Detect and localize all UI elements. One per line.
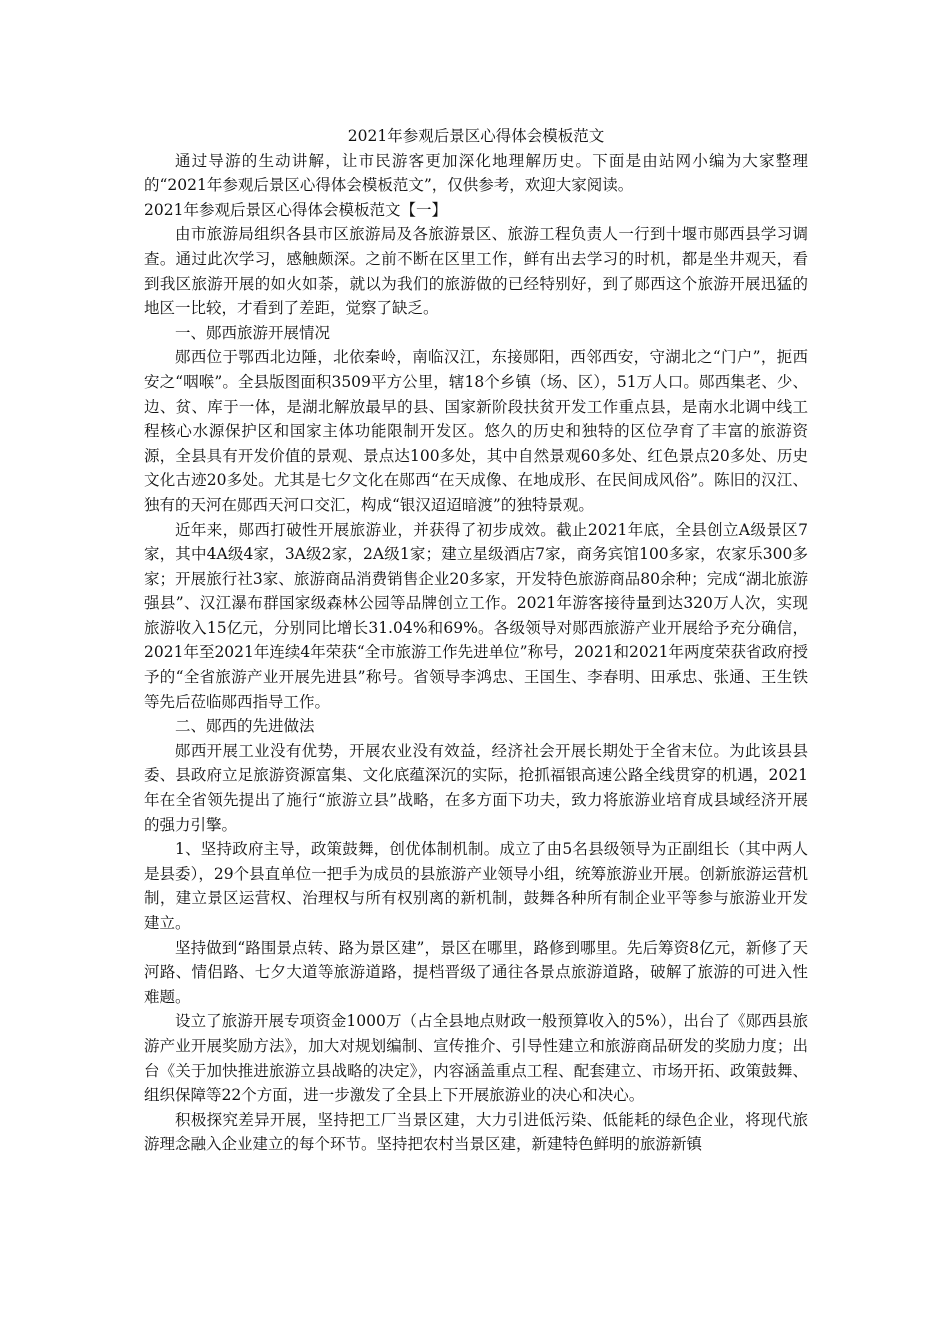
document-page — [144, 124, 808, 1157]
document-paragraph: 1、坚持政府主导，政策鼓舞，创优体制机制。成立了由5名县级领导为正副组长（其中两人是县委），29个县直单位一把手为成员的县旅游产业领导小组，统筹旅游业开展。创新旅游运营机制，建立景区运营权、治理权与所有权别离的新机制，鼓舞各种所有制企业平等参与旅游业开发建立。 — [144, 840, 808, 932]
document-paragraph: 一、郧西旅游开展情况 — [175, 323, 331, 342]
document-paragraph: 郧西开展工业没有优势，开展农业没有效益，经济社会开展长期处于全省末位。为此该县县委、县政府立足旅游资源富集、文化底蕴深沉的实际，抢抓福银高速公路全线贯穿的机遇，2021年在全省领先提出了施行“旅游立县”战略，在多方面下功夫，致力将旅游业培育成县域经济开展的强力引擎。 — [144, 741, 808, 834]
document-paragraph: 坚持做到“路围景点转、路为景区建”，景区在哪里，路修到哪里。先后筹资8亿元，新修了天河路、情侣路、七夕大道等旅游道路，提档晋级了通往各景点旅游道路，破解了旅游的可进入性难题。 — [144, 938, 808, 1006]
document-paragraph: 由市旅游局组织各县市区旅游局及各旅游景区、旅游工程负责人一行到十堰市郧西县学习调查。通过此次学习，感触颇深。之前不断在区里工作，鲜有出去学习的时机，都是坐井观天，看到我区旅游开展的如火如荼，就以为我们的旅游做的已经特别好，到了郧西这个旅游开展迅猛的地区一比较，才看到了差距，觉察了缺乏。 — [144, 225, 808, 318]
document-paragraph: 郧西位于鄂西北边陲，北依秦岭，南临汉江，东接郧阳，西邻西安，守湖北之“门户”，扼西安之“咽喉”。全县版图面积3509平方公里，辖18个乡镇（场、区），51万人口。郧西集老、少、边、贫、库于一体，是湖北解放最早的县、国家新阶段扶贫开发工作重点县，是南水北调中线工程核心水源保护区和国家主体功能限制开发区。悠久的历史和独特的区位孕育了丰富的旅游资源，全县具有开发价值的景观、景点达100多处，其中自然景观60多处、红色景点20多处、历史文化古迹20多处。尤其是七夕文化在郧西“在天成像、在地成形、在民间成风俗”。陈旧的汉江、独有的天河在郧西天河口交汇，构成“银汉迢迢暗渡”的独特景观。 — [144, 348, 808, 514]
document-paragraph: 设立了旅游开展专项资金1000万（占全县地点财政一般预算收入的5%），出台了《郧西县旅游产业开展奖励方法》，加大对规划编制、宣传推介、引导性建立和旅游商品研发的奖励力度；出台《关于加快推进旅游立县战略的决定》，内容涵盖重点工程、配套建立、市场开拓、政策鼓舞、组织保障等22个方面，进一步激发了全县上下开展旅游业的决心和决心。 — [144, 1012, 808, 1105]
document-paragraph: 近年来，郧西打破性开展旅游业，并获得了初步成效。截止2021年底，全县创立A级景区7家，其中4A级4家，3A级2家，2A级1家；建立星级酒店7家，商务宾馆100多家，农家乐300多家；开展旅行社3家、旅游商品消费销售企业20多家，开发特色旅游商品80余种；完成“湖北旅游强县”、汉江瀑布群国家级森林公园等品牌创立工作。2021年游客接待量到达320万人次，实现旅游收入15亿元，分别同比增长31.04%和69%。各级领导对郧西旅游产业开展给予充分确信，2021年至2021年连续4年荣获“全市旅游工作先进单位”称号，2021和2021年两度荣获省政府授予的“全省旅游产业开展先进县”称号。省领导李鸿忠、王国生、李春明、田承忠、张通、王生铁等先后莅临郧西指导工作。 — [144, 520, 808, 711]
document-paragraph: 二、郧西的先进做法 — [175, 717, 315, 736]
document-paragraph: 通过导游的生动讲解，让市民游客更加深化地理解历史。下面是由站网小编为大家整理的“2021年参观后景区心得体会模板范文”，仅供参考，欢迎大家阅读。 — [144, 151, 808, 195]
document-title: 2021年参观后景区心得体会模板范文 — [347, 127, 605, 145]
document-paragraph: 积极探究差异开展，坚持把工厂当景区建，大力引进低污染、低能耗的绿色企业，将现代旅游理念融入企业建立的每个环节。坚持把农村当景区建，新建特色鲜明的旅游新镇 — [144, 1110, 808, 1154]
document-body — [144, 149, 808, 1157]
document-paragraph: 2021年参观后景区心得体会模板范文【一】 — [144, 200, 447, 219]
